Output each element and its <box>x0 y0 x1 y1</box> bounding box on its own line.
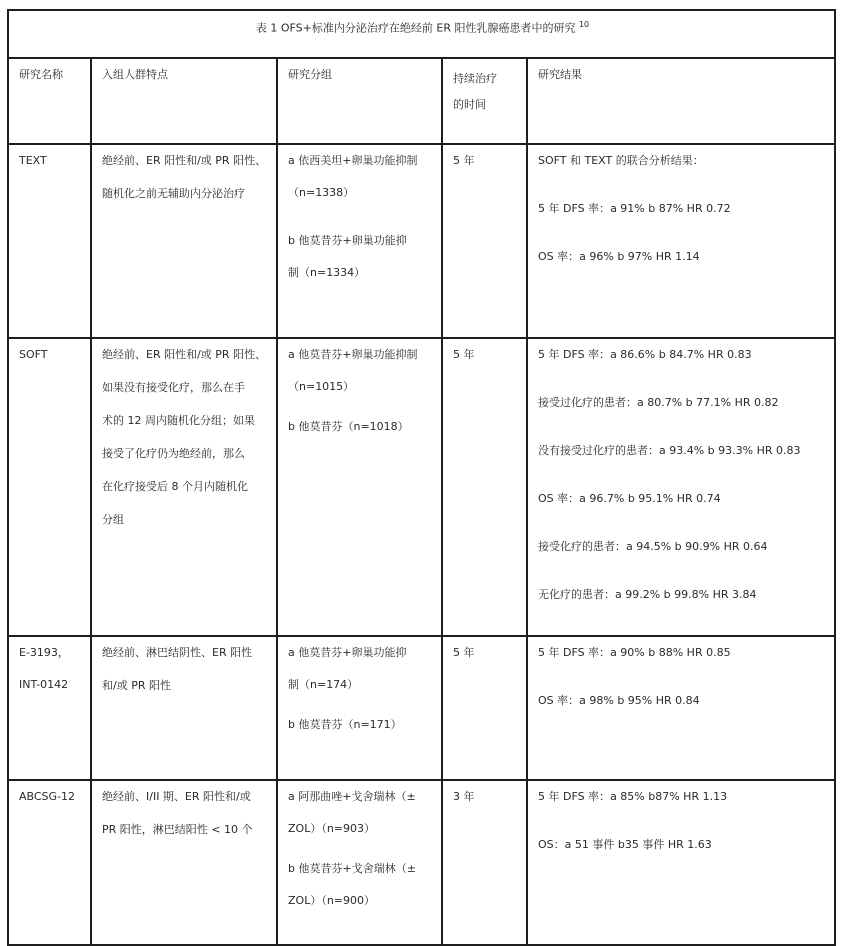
cell-name <box>8 636 91 780</box>
group-line: ZOL）（n=903） <box>288 822 376 835</box>
header-name: 研究名称 <box>8 58 91 144</box>
cell-population <box>91 636 277 780</box>
cell-groups <box>277 636 442 780</box>
cell-duration: 3 年 <box>442 780 527 945</box>
result-line: 5 年 DFS 率：a 85% b87% HR 1.13 <box>538 790 728 803</box>
result-line: 无化疗的患者：a 99.2% b 99.8% HR 3.84 <box>538 588 757 601</box>
table-row <box>8 636 835 780</box>
table-row <box>8 144 835 338</box>
cell-results <box>527 338 835 636</box>
table-title <box>8 10 835 58</box>
cell-name <box>8 338 91 636</box>
population-line: 和/或 PR 阳性 <box>102 679 171 692</box>
cell-results <box>527 636 835 780</box>
header-duration-line1: 持续治疗 <box>453 72 497 85</box>
population-line: 绝经前、ER 阳性和/或 PR 阳性、 <box>102 348 267 361</box>
cell-groups <box>277 338 442 636</box>
population-line: 绝经前、ER 阳性和/或 PR 阳性、 <box>102 154 267 167</box>
header-duration <box>442 58 527 144</box>
population-line: 在化疗接受后 8 个月内随机化 <box>102 480 248 493</box>
group-line: b 他莫昔芬+卵巢功能抑 <box>288 234 407 247</box>
population-line: PR 阳性，淋巴结阳性 < 10 个 <box>102 823 253 836</box>
table-row <box>8 338 835 636</box>
study-name: TEXT <box>19 154 47 167</box>
group-line: 制（n=174） <box>288 678 359 691</box>
result-line: OS 率：a 96% b 97% HR 1.14 <box>538 250 700 263</box>
group-line: （n=1338） <box>288 186 355 199</box>
group-line: b 他莫昔芬+戈舍瑞林（± <box>288 862 416 875</box>
cell-name <box>8 780 91 945</box>
result-line: OS：a 51 事件 b35 事件 HR 1.63 <box>538 838 712 851</box>
cell-population <box>91 144 277 338</box>
result-line: 5 年 DFS 率：a 90% b 88% HR 0.85 <box>538 646 731 659</box>
cell-duration: 5 年 <box>442 338 527 636</box>
result-line: 没有接受过化疗的患者：a 93.4% b 93.3% HR 0.83 <box>538 444 801 457</box>
study-name: E-3193， <box>19 646 69 659</box>
result-line: 接受过化疗的患者：a 80.7% b 77.1% HR 0.82 <box>538 396 779 409</box>
cell-duration: 5 年 <box>442 144 527 338</box>
population-line: 接受了化疗仍为绝经前，那么 <box>102 447 245 460</box>
cell-results <box>527 780 835 945</box>
cell-groups <box>277 780 442 945</box>
table-title-ref: 10 <box>578 20 590 29</box>
result-line: OS 率：a 96.7% b 95.1% HR 0.74 <box>538 492 721 505</box>
header-results: 研究结果 <box>527 58 835 144</box>
table-title-text: 表 1 OFS+标准内分泌治疗在绝经前 ER 阳性乳腺癌患者中的研究 <box>255 21 576 35</box>
cell-population <box>91 338 277 636</box>
result-line: OS 率：a 98% b 95% HR 0.84 <box>538 694 700 707</box>
cell-name <box>8 144 91 338</box>
group-line: ZOL）（n=900） <box>288 894 376 907</box>
group-line: a 阿那曲唑+戈舍瑞林（± <box>288 790 416 803</box>
group-line: b 他莫昔芬（n=1018） <box>288 420 409 433</box>
cell-results <box>527 144 835 338</box>
cell-duration: 5 年 <box>442 636 527 780</box>
study-name: ABCSG-12 <box>19 790 76 803</box>
header-duration-line2: 的时间 <box>453 98 486 111</box>
population-line: 随机化之前无辅助内分泌治疗 <box>102 187 245 200</box>
group-line: b 他莫昔芬（n=171） <box>288 718 402 731</box>
population-line: 绝经前、I/II 期、ER 阳性和/或 <box>102 790 251 803</box>
population-line: 如果没有接受化疗，那么在手 <box>102 381 245 394</box>
group-line: a 依西美坦+卵巢功能抑制 <box>288 154 418 167</box>
result-line: 接受化疗的患者：a 94.5% b 90.9% HR 0.64 <box>538 540 768 553</box>
group-line: （n=1015） <box>288 380 355 393</box>
population-line: 绝经前、淋巴结阴性、ER 阳性 <box>102 646 253 659</box>
cell-groups <box>277 144 442 338</box>
table-row <box>8 780 835 945</box>
group-line: a 他莫昔芬+卵巢功能抑 <box>288 646 407 659</box>
header-groups: 研究分组 <box>277 58 442 144</box>
result-line: 5 年 DFS 率：a 86.6% b 84.7% HR 0.83 <box>538 348 752 361</box>
result-line: SOFT 和 TEXT 的联合分析结果： <box>538 154 704 167</box>
result-line: 5 年 DFS 率：a 91% b 87% HR 0.72 <box>538 202 731 215</box>
header-row <box>8 58 835 144</box>
header-population: 入组人群特点 <box>91 58 277 144</box>
study-name: SOFT <box>19 348 48 361</box>
group-line: a 他莫昔芬+卵巢功能抑制 <box>288 348 418 361</box>
study-name: INT-0142 <box>19 678 69 691</box>
study-table <box>7 9 836 946</box>
population-line: 分组 <box>102 513 124 526</box>
cell-population <box>91 780 277 945</box>
population-line: 术的 12 周内随机化分组；如果 <box>102 414 255 427</box>
group-line: 制（n=1334） <box>288 266 366 279</box>
